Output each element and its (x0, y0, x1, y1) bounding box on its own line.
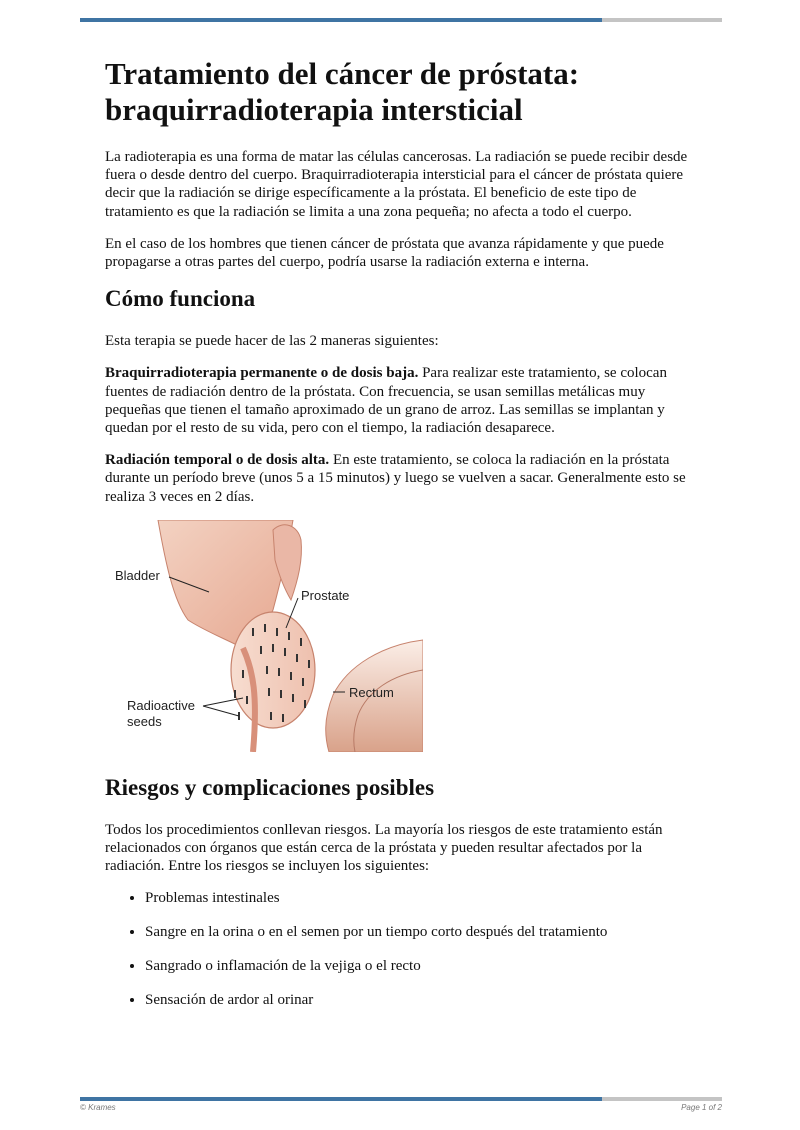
seeds-leader-2 (203, 706, 239, 716)
document-body (105, 56, 695, 1025)
method-temporary (105, 451, 695, 506)
list-item: • Sensación de ardor al orinar (145, 991, 695, 1009)
method-temporary-text: En este tratamiento, se coloca la radiación en la próstata durante un período breve (unos 5 a 15 minutos) y luego se vuelven a sacar. Generalmente esto se realiza 3 veces en 2 días. (105, 452, 686, 505)
method-permanent (105, 364, 695, 437)
footer-rule-gray (602, 1097, 722, 1101)
label-seeds-line1: Radioactive (127, 697, 195, 713)
method-temporary-term: Radiación temporal o de dosis alta. (105, 452, 330, 469)
footer-page-number: Page 1 of 2 (681, 1103, 722, 1112)
method-permanent-term: Braquirradioterapia permanente o de dosis baja. (105, 365, 419, 382)
footer-rule-blue (80, 1097, 602, 1101)
list-item: • Sangrado o inflamación de la vejiga o el recto (145, 957, 695, 975)
section-heading-risks: Riesgos y complicaciones posibles (105, 774, 435, 800)
footer-rule (80, 1097, 722, 1101)
label-seeds-line2: seeds (127, 713, 162, 729)
page-title: Tratamiento del cáncer de próstata: braquirradioterapia intersticial (105, 56, 580, 127)
footer-copyright: © Krames (80, 1103, 116, 1112)
label-prostate: Prostate (301, 587, 350, 603)
header-rule (80, 18, 722, 22)
label-bladder: Bladder (115, 567, 160, 583)
prostate-illustration (103, 520, 423, 752)
header-rule-gray (602, 18, 722, 22)
method-permanent-text: Para realizar este tratamiento, se colocan fuentes de radiación dentro de la próstata. Con frecuencia, se usan semillas metálicas muy pequeñas que tienen el tamaño aproximado de un grano de arroz. Las semillas se implantan y quedan por el resto de su vida, pero con el tiempo, la radiación desaparece. (105, 365, 667, 437)
seeds-leader (203, 698, 243, 706)
intro-paragraph-1: La radioterapia es una forma de matar las células cancerosas. La radiación se puede recibir desde fuera o desde dentro del cuerpo. Braquirradioterapia intersticial para el cáncer de próstata quiere decir que la radiación se dirige específicamente a la próstata. El beneficio de este tipo de tratamiento es que la radiación se limita a una zona pequeña; no afecta a todo el cuerpo. (105, 149, 688, 220)
section-heading-how-it-works: Cómo funciona (105, 286, 256, 312)
list-item: • Sangre en la orina o en el semen por un tiempo corto después del tratamiento (145, 923, 695, 941)
list-item: • Problemas intestinales (145, 889, 695, 907)
section1-lead: Esta terapia se puede hacer de las 2 maneras siguientes: (105, 333, 439, 350)
risks-list (105, 889, 695, 1009)
label-rectum: Rectum (349, 684, 394, 700)
intro-paragraph-2: En el caso de los hombres que tienen cáncer de próstata que avanza rápidamente y que puede propagarse a otras partes del cuerpo, podría usarse la radiación externa e interna. (105, 235, 664, 271)
header-rule-blue (80, 18, 602, 22)
prostate-diagram (103, 520, 423, 752)
section2-lead: Todos los procedimientos conllevan riesgos. La mayoría los riesgos de este tratamiento están relacionados con órganos que están cerca de la próstata y pueden resultar afectados por la radiación. Entre los riesgos se incluyen los siguientes: (105, 821, 663, 875)
